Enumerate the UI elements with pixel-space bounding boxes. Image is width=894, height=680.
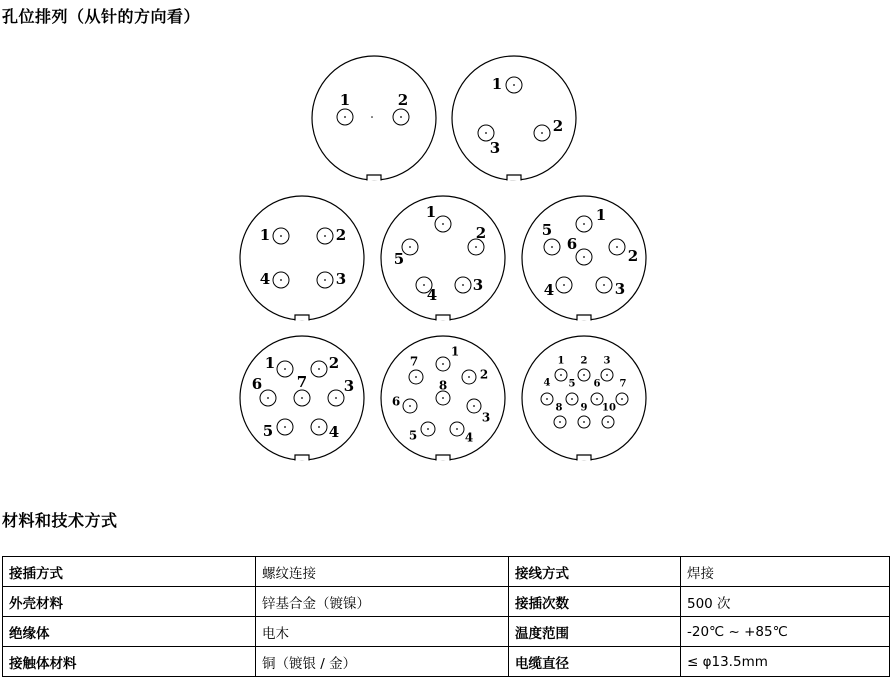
table-row	[3, 617, 890, 647]
pin-number-label: 1	[595, 206, 607, 224]
pin-center-dot	[621, 398, 623, 400]
pin-number-label: 1	[557, 355, 565, 367]
pin-center-dot	[475, 246, 477, 248]
table-cell: -20℃ ~ +85℃	[681, 617, 890, 647]
table-cell: 接线方式	[509, 557, 681, 587]
pin-number-label: 5	[408, 428, 418, 443]
materials-heading: 材料和技术方式	[2, 511, 118, 530]
pin-number-label: 4	[543, 377, 551, 389]
pin-center-dot	[485, 132, 487, 134]
pin-number-label: 5	[568, 378, 576, 390]
pin-number-label: 1	[339, 91, 351, 109]
table-cell: 接触体材料	[3, 647, 256, 677]
center-mark	[371, 116, 373, 118]
pin-number-label: 6	[566, 235, 578, 253]
pin-center-dot	[603, 284, 605, 286]
pin-number-label: 1	[491, 75, 503, 93]
table-cell: 锌基合金（镀镍）	[256, 587, 509, 617]
pin-number-label: 2	[627, 247, 639, 265]
table-cell: 外壳材料	[3, 587, 256, 617]
connector-3-pin	[452, 56, 576, 181]
pin-center-dot	[301, 397, 303, 399]
pin-center-dot	[442, 363, 444, 365]
pin-center-dot	[427, 428, 429, 430]
pin-center-dot	[400, 116, 402, 118]
keyway-notch	[577, 455, 591, 461]
pin-number-label: 1	[425, 203, 437, 221]
connector-outline	[312, 56, 436, 180]
pin-center-dot	[318, 368, 320, 370]
pin-center-dot	[583, 223, 585, 225]
table-cell: 接插次数	[509, 587, 681, 617]
pin-center-dot	[563, 284, 565, 286]
connector-5-pin	[381, 196, 505, 321]
pin-number-label: 10	[602, 402, 616, 414]
table-row	[3, 647, 890, 677]
pin-center-dot	[335, 397, 337, 399]
pin-number-label: 4	[328, 423, 340, 441]
pin-number-label: 3	[489, 139, 501, 157]
table-cell: ≤ φ13.5mm	[681, 647, 890, 677]
keyway-notch	[436, 455, 450, 461]
pin-number-label: 4	[426, 286, 438, 304]
pin-number-label: 3	[472, 276, 484, 294]
pin-center-dot	[468, 376, 470, 378]
pin-center-dot	[473, 405, 475, 407]
pin-number-label: 3	[603, 355, 611, 367]
connector-8-pin	[381, 336, 505, 461]
connector-outline	[240, 196, 364, 320]
pin-number-label: 2	[397, 91, 409, 109]
pin-center-dot	[442, 223, 444, 225]
pin-center-dot	[583, 374, 585, 376]
pin-center-dot	[324, 279, 326, 281]
pin-number-label: 2	[475, 224, 487, 242]
table-cell: 铜（镀银 / 金）	[256, 647, 509, 677]
pin-center-dot	[541, 132, 543, 134]
table-cell: 螺纹连接	[256, 557, 509, 587]
connector-7-pin	[240, 336, 364, 461]
pin-center-dot	[409, 246, 411, 248]
pin-number-label: 5	[541, 221, 553, 239]
pin-center-dot	[280, 279, 282, 281]
pin-number-label: 9	[580, 402, 588, 414]
pin-number-label: 7	[619, 378, 627, 390]
pin-number-label: 4	[259, 270, 271, 288]
pin-center-dot	[284, 426, 286, 428]
spec-table	[2, 556, 890, 677]
pin-center-dot	[607, 421, 609, 423]
pin-number-label: 3	[335, 270, 347, 288]
keyway-notch	[295, 455, 309, 461]
keyway-notch	[507, 175, 521, 181]
pin-number-label: 6	[251, 375, 263, 393]
pin-number-label: 2	[580, 355, 588, 367]
pin-center-dot	[571, 398, 573, 400]
pin-number-label: 6	[391, 394, 401, 409]
pin-number-label: 2	[552, 117, 564, 135]
table-cell: 500 次	[681, 587, 890, 617]
pin-number-label: 1	[264, 354, 276, 372]
pin-number-label: 7	[409, 354, 419, 369]
pin-number-label: 3	[343, 377, 355, 395]
pin-number-label: 2	[328, 354, 340, 372]
pin-number-label: 2	[479, 367, 489, 382]
pin-center-dot	[423, 284, 425, 286]
table-cell: 绝缘体	[3, 617, 256, 647]
pin-center-dot	[583, 421, 585, 423]
table-cell: 焊接	[681, 557, 890, 587]
connector-10-pin	[522, 336, 646, 461]
pin-center-dot	[456, 428, 458, 430]
pin-number-label: 1	[450, 344, 460, 359]
pin-center-dot	[513, 84, 515, 86]
pin-number-label: 3	[481, 410, 491, 425]
pin-center-dot	[267, 397, 269, 399]
table-cell: 电缆直径	[509, 647, 681, 677]
keyway-notch	[295, 315, 309, 321]
pin-center-dot	[280, 235, 282, 237]
connector-6-pin	[522, 196, 646, 321]
table-cell: 温度范围	[509, 617, 681, 647]
pin-number-label: 5	[262, 422, 274, 440]
pin-number-label: 6	[593, 378, 601, 390]
pin-number-label: 4	[543, 281, 555, 299]
pin-number-label: 5	[393, 250, 405, 268]
connector-4-pin	[240, 196, 364, 321]
pin-arrangement-heading: 孔位排列（从针的方向看）	[2, 7, 201, 26]
pin-center-dot	[560, 374, 562, 376]
table-row	[3, 557, 890, 587]
pin-center-dot	[284, 368, 286, 370]
table-row	[3, 587, 890, 617]
table-cell: 接插方式	[3, 557, 256, 587]
connector-2-pin	[312, 56, 436, 181]
pin-center-dot	[409, 405, 411, 407]
pin-number-label: 2	[335, 226, 347, 244]
pin-center-dot	[546, 398, 548, 400]
pin-center-dot	[442, 397, 444, 399]
pin-center-dot	[596, 398, 598, 400]
pin-center-dot	[559, 421, 561, 423]
pin-center-dot	[616, 246, 618, 248]
keyway-notch	[577, 315, 591, 321]
pin-number-label: 8	[555, 402, 563, 414]
table-cell: 电木	[256, 617, 509, 647]
pin-center-dot	[606, 374, 608, 376]
pin-center-dot	[324, 235, 326, 237]
pin-number-label: 7	[296, 373, 308, 391]
pin-number-label: 3	[614, 280, 626, 298]
pin-center-dot	[344, 116, 346, 118]
pin-center-dot	[415, 376, 417, 378]
keyway-notch	[436, 315, 450, 321]
pin-center-dot	[583, 256, 585, 258]
pin-number-label: 8	[438, 378, 448, 393]
pin-center-dot	[318, 426, 320, 428]
pin-number-label: 4	[464, 430, 474, 445]
pin-center-dot	[551, 246, 553, 248]
keyway-notch	[367, 175, 381, 181]
pin-center-dot	[462, 284, 464, 286]
pin-number-label: 1	[259, 226, 271, 244]
